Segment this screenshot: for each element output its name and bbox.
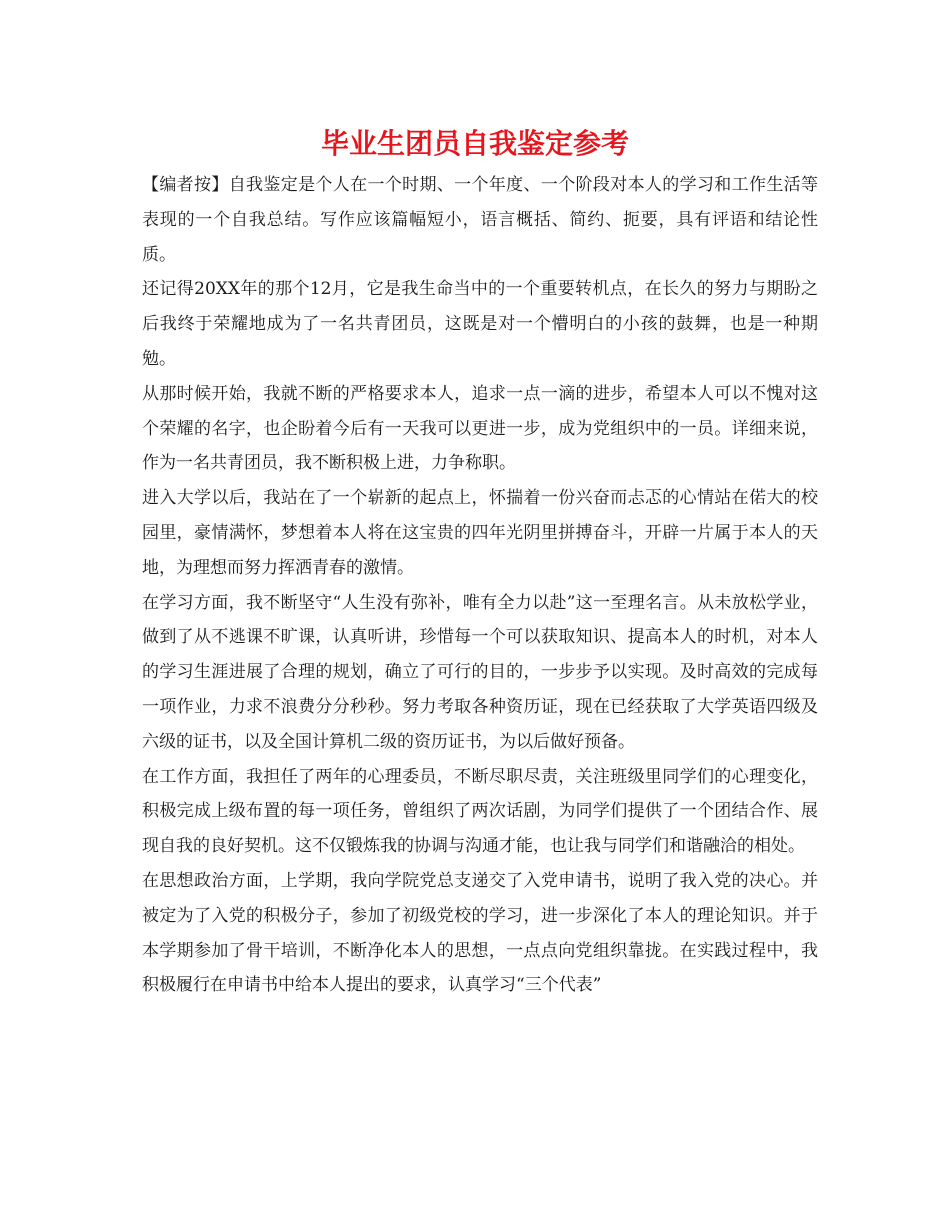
document-body (142, 168, 818, 1003)
paragraph: 还记得20XX年的那个12月，它是我生命当中的一个重要转机点，在长久的努力与期盼之后我终于荣耀地成为了一名共青团员，这既是对一个懵明白的小孩的鼓舞，也是一种期勉。 (142, 279, 818, 369)
document-title: 毕业生团员自我鉴定参考 (320, 127, 629, 160)
paragraph-editor-note: 【编者按】自我鉴定是个人在一个时期、一个年度、一个阶段对本人的学习和工作生活等表现的一个自我总结。写作应该篇幅短小，语言概括、简约、扼要，具有评语和结论性质。 (142, 175, 818, 265)
paragraph: 进入大学以后，我站在了一个崭新的起点上，怀揣着一份兴奋而忐忑的心情站在偌大的校园里，豪情满怀，梦想着本人将在这宝贵的四年光阴里拼搏奋斗，开辟一片属于本人的天地，为理想而努力挥洒青春的激情。 (142, 488, 818, 578)
paragraph-study: 在学习方面，我不断坚守“人生没有弥补，唯有全力以赴”这一至理名言。从未放松学业，做到了从不逃课不旷课，认真听讲，珍惜每一个可以获取知识、提高本人的时机，对本人的学习生涯进展了合理的规划，确立了可行的目的，一步步予以实现。及时高效的完成每一项作业，力求不浪费分分秒秒。努力考取各种资历证，现在已经获取了大学英语四级及六级的证书，以及全国计算机二级的资历证书，为以后做好预备。 (142, 592, 818, 752)
paragraph: 从那时候开始，我就不断的严格要求本人，追求一点一滴的进步，希望本人可以不愧对这个荣耀的名字，也企盼着今后有一天我可以更进一步，成为党组织中的一员。详细来说，作为一名共青团员，我不断积极上进，力争称职。 (142, 383, 818, 474)
paragraph-politics: 在思想政治方面，上学期，我向学院党总支递交了入党申请书，说明了我入党的决心。并被定为了入党的积极分子，参加了初级党校的学习，进一步深化了本人的理论知识。并于本学期参加了骨干培训，不断净化本人的思想，一点点向党组织靠拢。在实践过程中，我积极履行在申请书中给本人提出的要求，认真学习“三个代表” (142, 870, 818, 996)
paragraph-work: 在工作方面，我担任了两年的心理委员，不断尽职尽责，关注班级里同学们的心理变化，积极完成上级布置的每一项任务，曾组织了两次话剧，为同学们提供了一个团结合作、展现自我的良好契机。这不仅锻炼我的协调与沟通才能，也让我与同学们和谐融洽的相处。 (142, 766, 818, 857)
